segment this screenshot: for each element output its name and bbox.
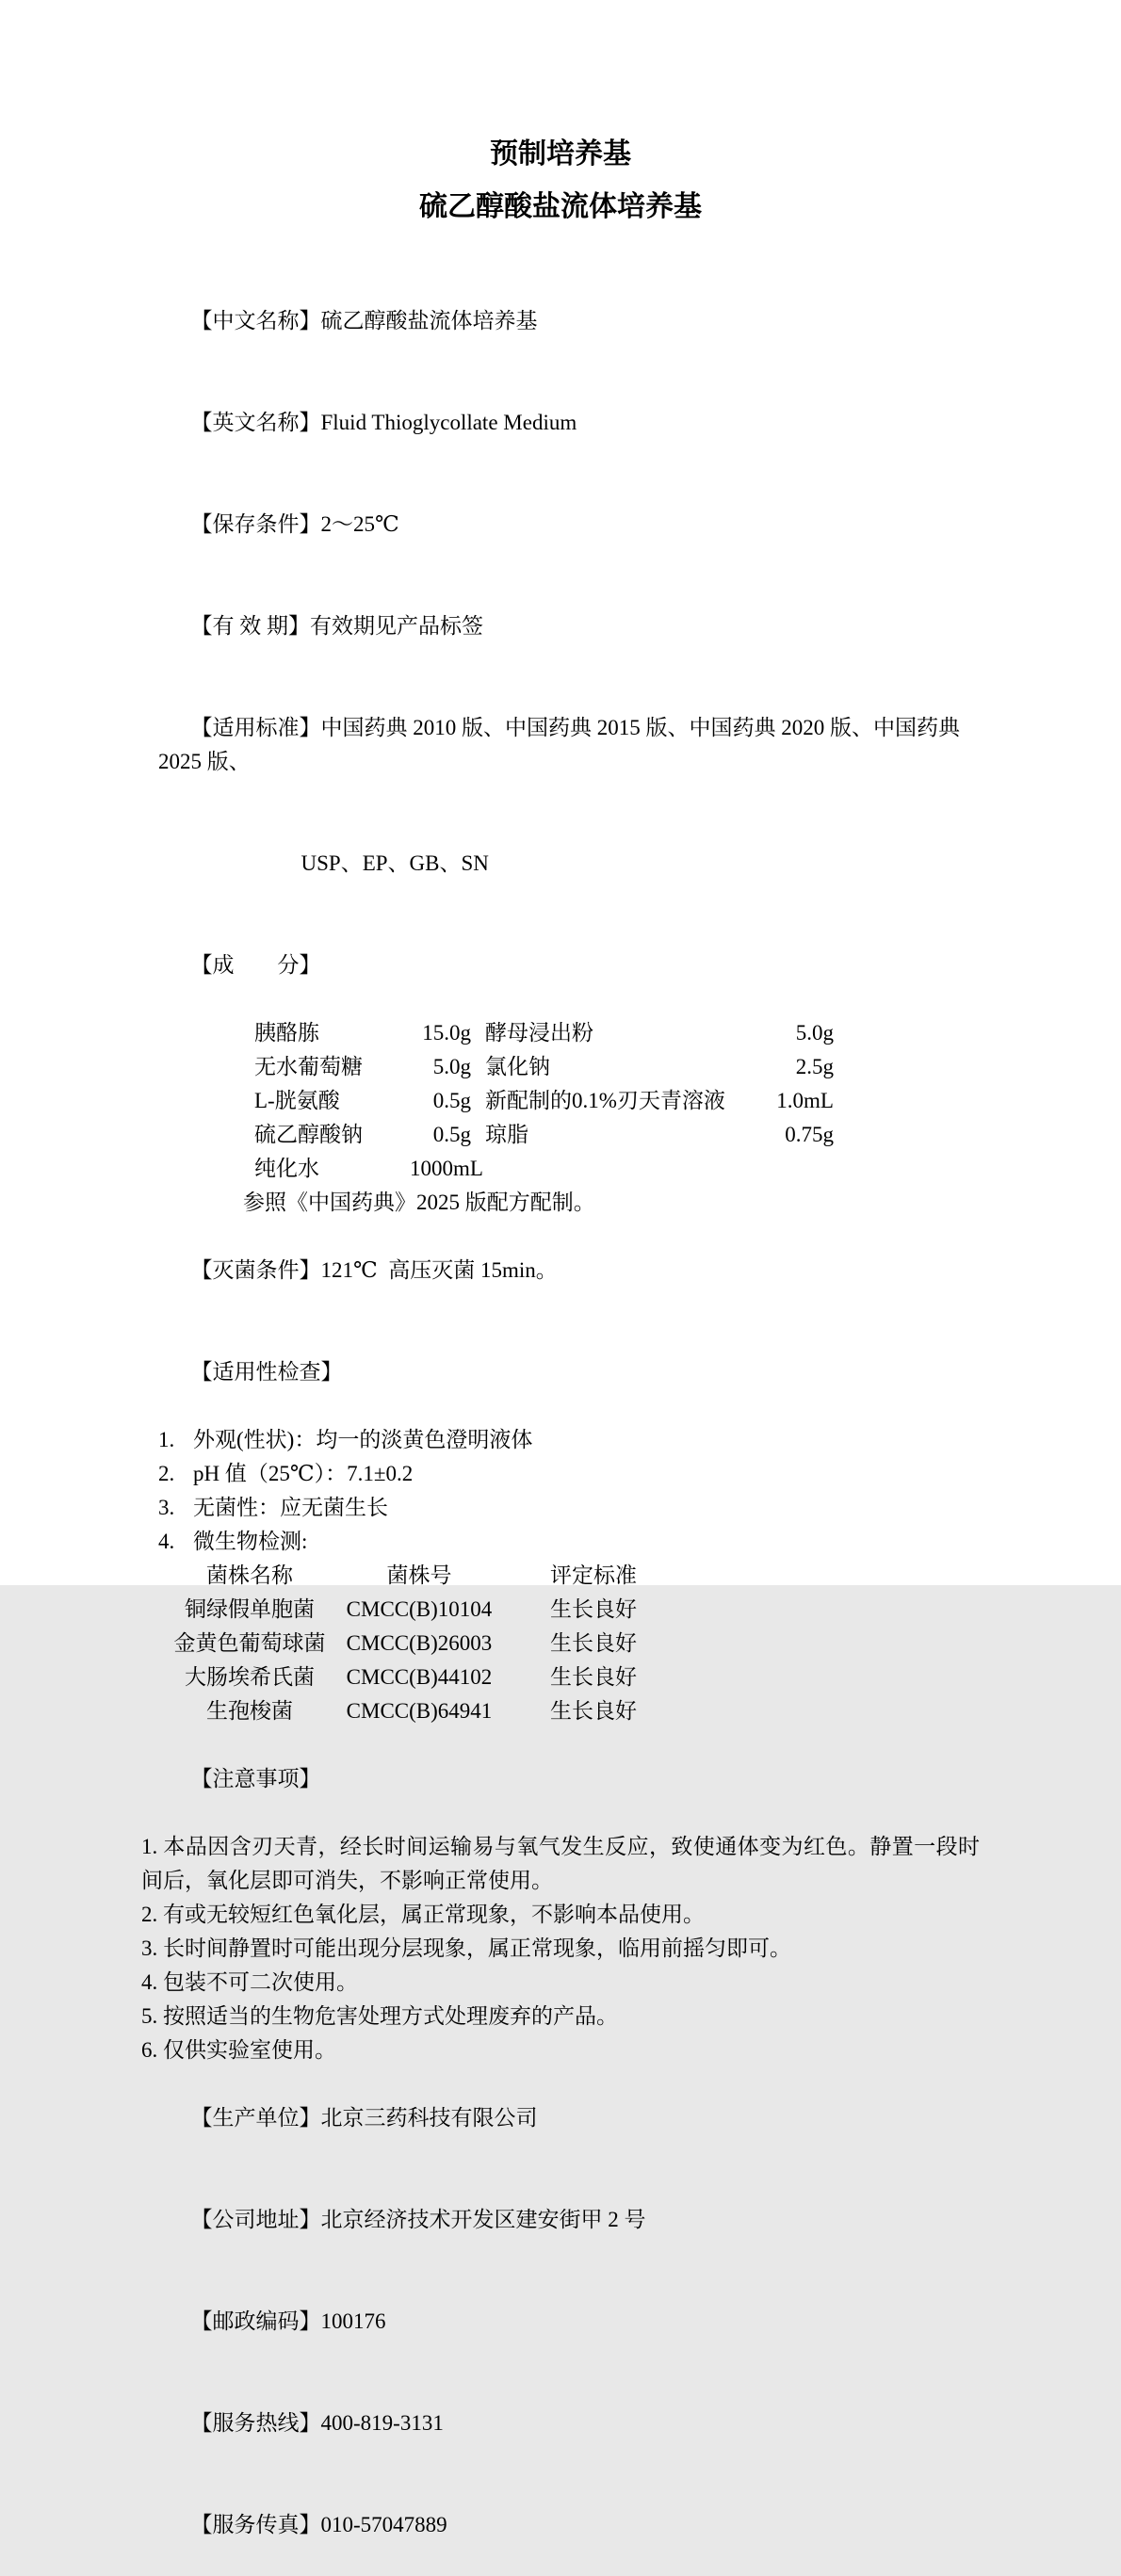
field-label: 【英文名称】: [190, 411, 321, 434]
suitability-item: [158, 1423, 980, 1457]
ingredient-amount: 1000mL: [410, 1157, 483, 1180]
field-label: 【邮政编码】: [190, 2309, 321, 2333]
strain-header-id: 菌株号: [386, 1563, 452, 1587]
item-text: 无菌性：应无菌生长: [193, 1496, 388, 1519]
strain-name-cell: 生孢梭菌: [206, 1699, 293, 1723]
field-en-name: [158, 372, 980, 474]
field-label: 【中文名称】: [190, 309, 321, 332]
field-label: 【保存条件】: [190, 512, 321, 536]
ingredient-name: 新配制的0.1%刃天青溶液: [485, 1089, 725, 1112]
field-value: 2～25℃: [320, 512, 399, 536]
strain-id-cell: CMCC(B)10104: [346, 1597, 493, 1621]
field-label: 【灭菌条件】: [190, 1258, 321, 1282]
composition-label: 【成 分】: [190, 953, 321, 977]
suitability-item: [158, 1457, 980, 1491]
field-value: 硫乙醇酸盐流体培养基: [320, 309, 538, 332]
field-value: 100176: [320, 2309, 386, 2333]
strain-result-cell: 生长良好: [550, 1665, 637, 1689]
strain-id-cell: CMCC(B)44102: [346, 1665, 493, 1689]
note-item: 5. 按照适当的生物危害处理方式处理废弃的产品。: [141, 2004, 618, 2028]
strain-result-cell: 生长良好: [550, 1699, 637, 1723]
field-label: 【适用标准】: [190, 716, 321, 739]
ingredient-amount: 5.0g: [432, 1055, 471, 1078]
composition-row: [254, 1118, 980, 1152]
ingredient-name: 胰酪胨: [254, 1021, 319, 1045]
strain-table-row: [165, 1593, 980, 1627]
field-value: 121℃ 高压灭菌 15min。: [320, 1258, 558, 1282]
composition-note: 参照《中国药典》2025 版配方配制。: [243, 1191, 595, 1214]
field-expiry: [158, 575, 980, 677]
ingredient-amount: 5.0g: [795, 1021, 834, 1045]
item-number: 2.: [158, 1462, 175, 1485]
notes-label: 【注意事项】: [190, 1767, 321, 1790]
item-number: 1.: [158, 1428, 175, 1451]
strain-name-cell: 金黄色葡萄球菌: [173, 1631, 326, 1655]
field-value: 010-57047889: [320, 2513, 447, 2536]
strain-table-row: [165, 1694, 980, 1728]
ingredient-amount: 1.0mL: [776, 1089, 834, 1112]
field-cn-name: [158, 270, 980, 372]
ingredient-amount: 0.75g: [785, 1123, 834, 1146]
field-value: 400-819-3131: [320, 2411, 444, 2435]
suitability-item: [158, 1525, 980, 1559]
composition-row: [254, 1084, 980, 1118]
ingredient-name: 酵母浸出粉: [485, 1021, 593, 1045]
field-label: 【公司地址】: [190, 2208, 321, 2231]
contact-hotline: [158, 2373, 980, 2474]
item-text: 外观(性状)：均一的淡黄色澄明液体: [193, 1428, 533, 1451]
sterilization-line: [158, 1220, 980, 1321]
item-text: 微生物检测:: [193, 1530, 308, 1553]
field-label: 【服务热线】: [190, 2411, 321, 2435]
strain-header-name: 菌株名称: [206, 1563, 293, 1587]
field-label: 【生产单位】: [190, 2106, 321, 2130]
ingredient-name: 纯化水: [254, 1157, 319, 1180]
strain-table-row: [165, 1627, 980, 1661]
strain-id-cell: CMCC(B)64941: [346, 1699, 493, 1723]
ingredient-amount: 0.5g: [432, 1123, 471, 1146]
composition-row: [254, 1152, 980, 1186]
suitability-label: 【适用性检查】: [190, 1360, 343, 1384]
field-value: 北京经济技术开发区建安街甲 2 号: [320, 2208, 646, 2231]
field-standards-line2: USP、EP、GB、SN: [301, 851, 489, 875]
strain-result-cell: 生长良好: [550, 1597, 637, 1621]
ingredient-name: 硫乙醇酸钠: [254, 1123, 363, 1146]
strain-name-cell: 铜绿假单胞菌: [185, 1597, 315, 1621]
ingredient-name: 无水葡萄糖: [254, 1055, 363, 1078]
item-number: 4.: [158, 1530, 175, 1553]
contact-postcode: [158, 2271, 980, 2373]
ingredient-amount: 2.5g: [795, 1055, 834, 1078]
contact-manufacturer: [158, 2067, 980, 2169]
strain-table-header-row: [165, 1559, 980, 1593]
strain-table-row: [165, 1661, 980, 1694]
contact-address: [158, 2169, 980, 2271]
contact-fax: [158, 2474, 980, 2576]
note-item: 4. 包装不可二次使用。: [141, 1970, 358, 1994]
field-label: 【服务传真】: [190, 2513, 321, 2536]
page-title: 预制培养基: [490, 138, 631, 170]
field-value: 有效期见产品标签: [310, 614, 483, 638]
document-body: [141, 270, 980, 2576]
ingredient-amount: [768, 1152, 834, 1186]
strain-header-result: 评定标准: [550, 1563, 637, 1587]
ingredient-amount: 15.0g: [422, 1021, 471, 1045]
field-storage: [158, 474, 980, 575]
note-item: 3. 长时间静置时可能出现分层现象，属正常现象，临用前摇匀即可。: [141, 1936, 791, 1960]
suitability-item: [158, 1491, 980, 1525]
note-item: 1. 本品因含刃天青，经长时间运输易与氧气发生反应，致使通体变为红色。静置一段时间后，氧化层即可消失，不影响正常使用。: [141, 1835, 980, 1892]
ingredient-name: L-胱氨酸: [254, 1089, 340, 1112]
field-standards: [158, 677, 980, 813]
composition-row: [254, 1016, 980, 1050]
item-text: pH 值（25℃）：7.1±0.2: [193, 1462, 414, 1485]
ingredient-name: 氯化钠: [485, 1055, 550, 1078]
strain-id-cell: CMCC(B)26003: [346, 1631, 493, 1655]
note-item: 6. 仅供实验室使用。: [141, 2038, 336, 2062]
field-value: 中国药典 2010 版、中国药典 2015 版、中国药典 2020 版、中国药典 2025 版、: [158, 716, 966, 773]
ingredient-name: 琼脂: [485, 1123, 528, 1146]
strain-result-cell: 生长良好: [550, 1631, 637, 1655]
note-item: 2. 有或无较短红色氧化层，属正常现象，不影响本品使用。: [141, 1903, 705, 1926]
ingredient-amount: 0.5g: [432, 1089, 471, 1112]
page-subtitle: 硫乙醇酸盐流体培养基: [419, 191, 702, 222]
ingredient-name: [485, 1152, 768, 1186]
item-number: 3.: [158, 1496, 175, 1519]
composition-row: [254, 1050, 980, 1084]
strain-name-cell: 大肠埃希氏菌: [185, 1665, 315, 1689]
field-label: 【有 效 期】: [190, 614, 310, 638]
field-value: Fluid Thioglycollate Medium: [320, 411, 577, 434]
field-value: 北京三药科技有限公司: [320, 2106, 538, 2130]
